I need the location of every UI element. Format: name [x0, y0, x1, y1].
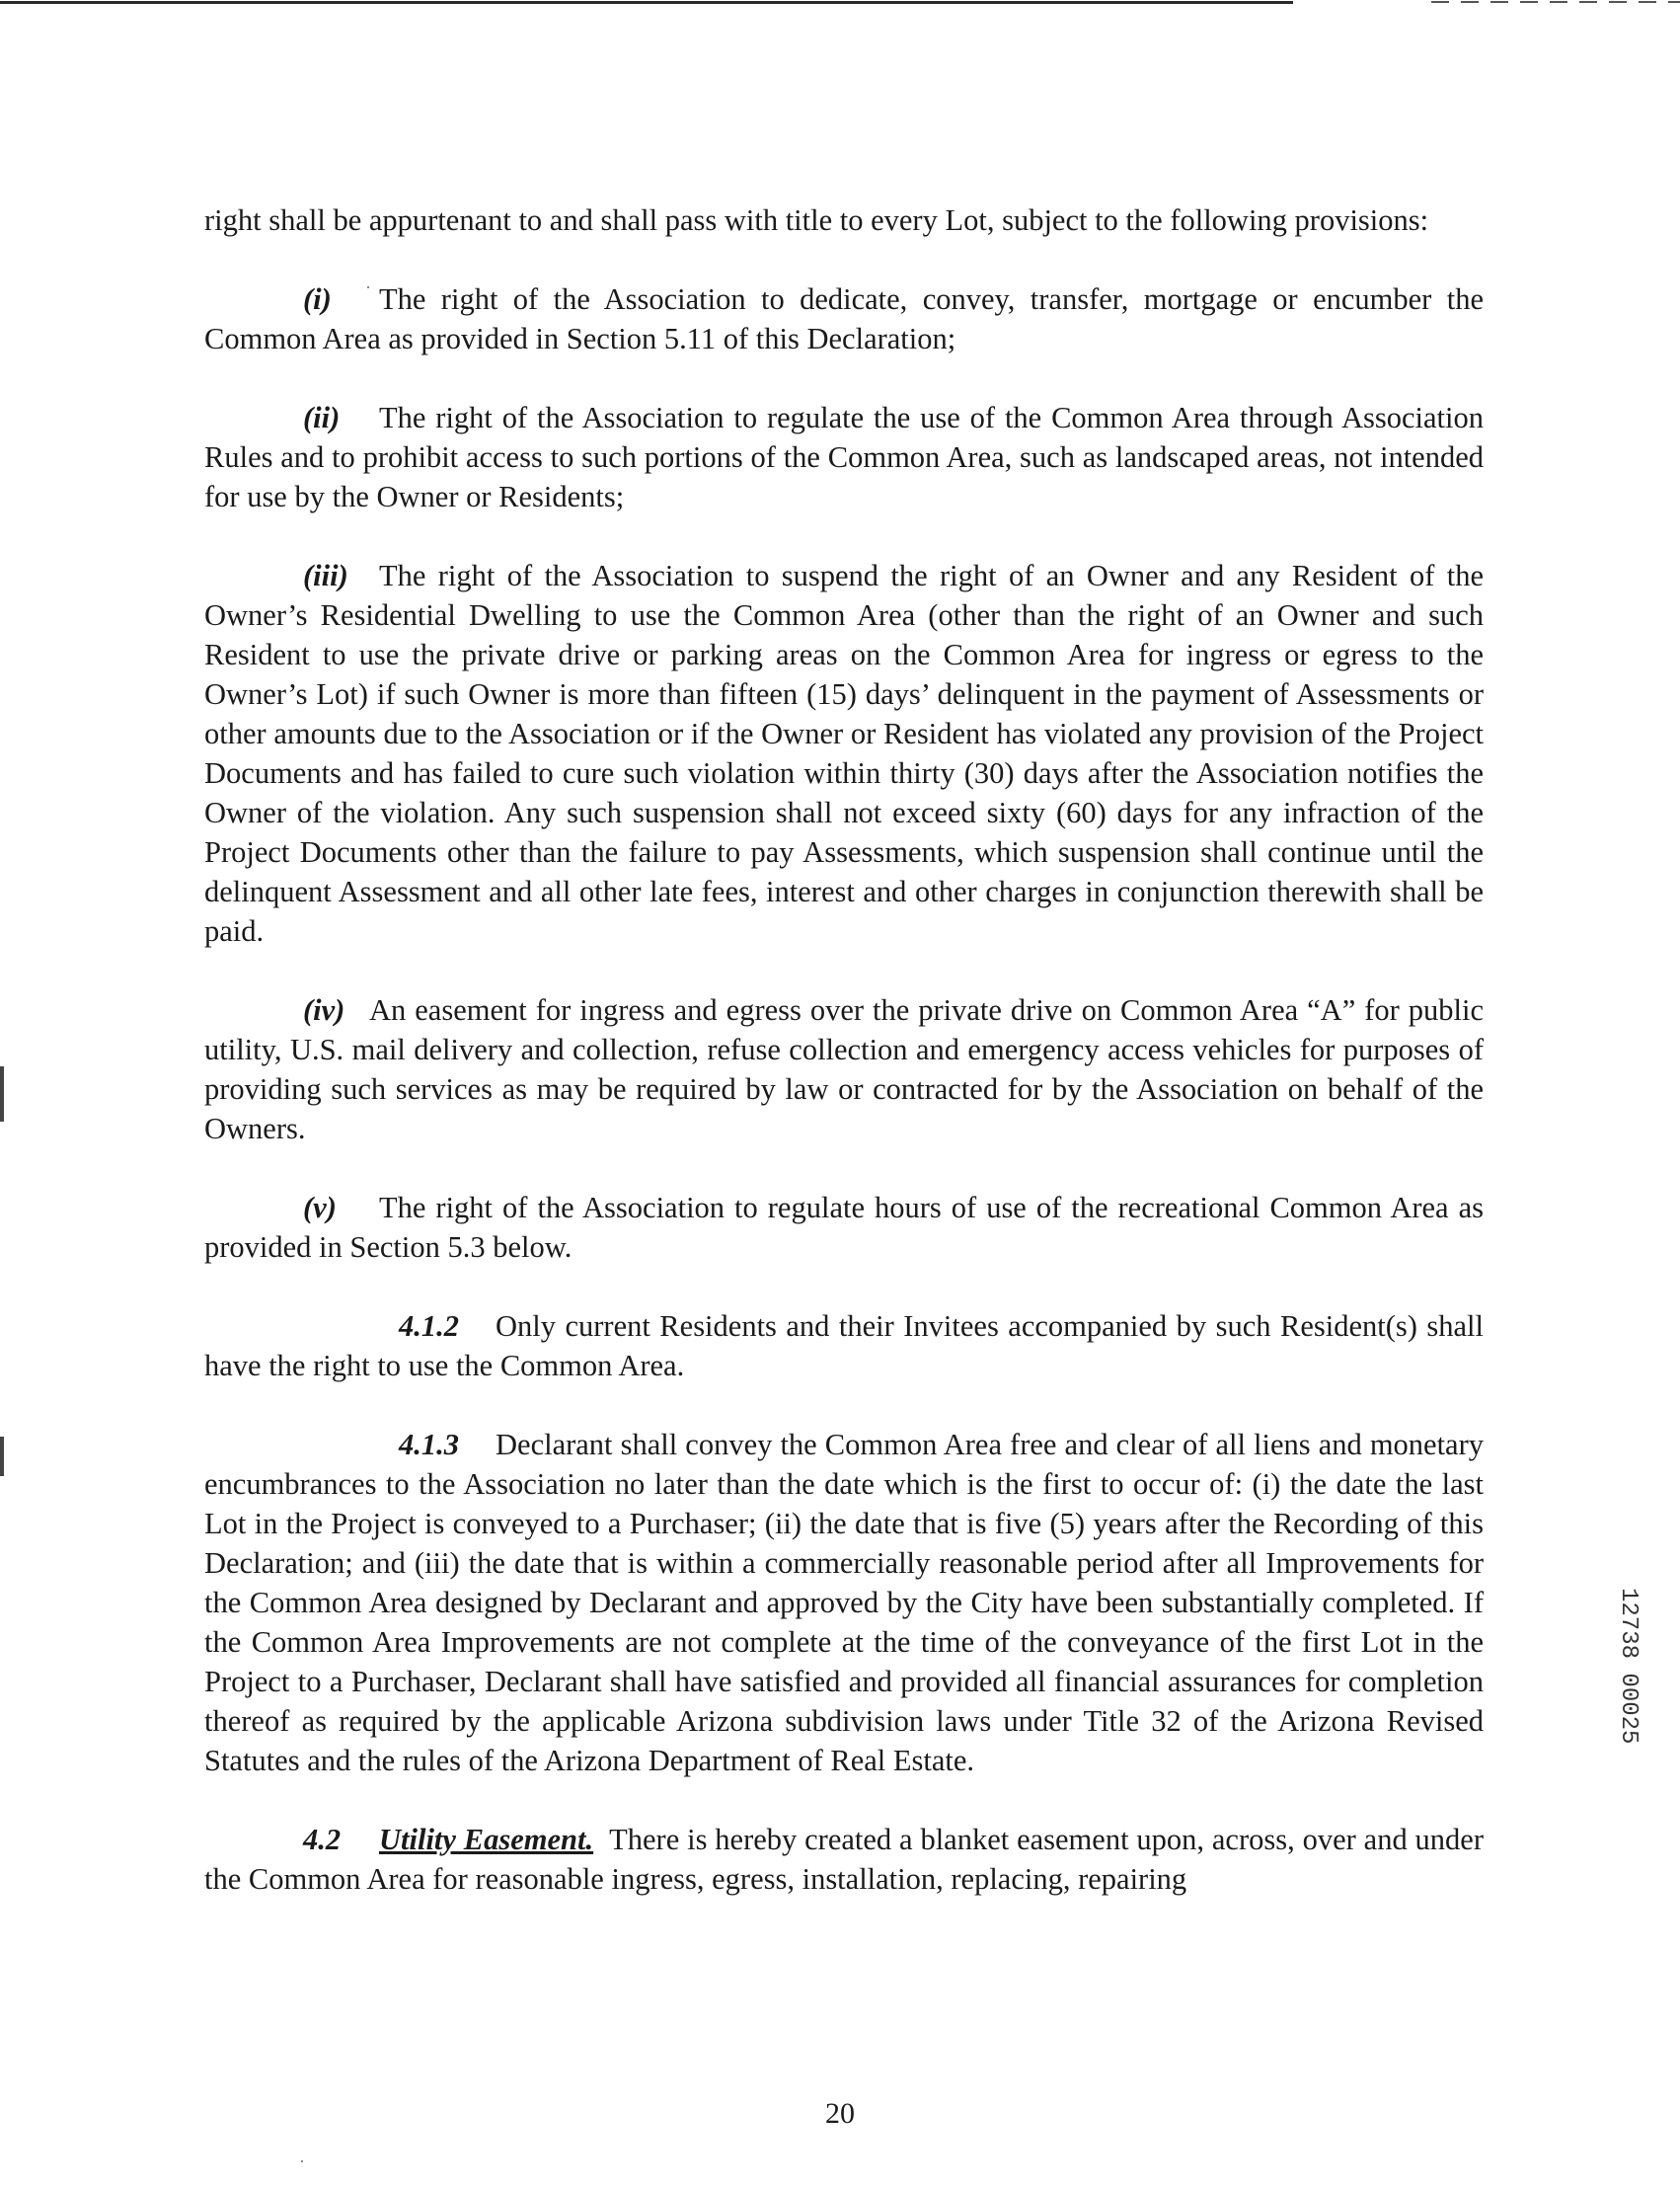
section-heading: Utility Easement.: [379, 1823, 594, 1856]
clause-text: The right of the Association to regulate the use of the Common Area through Association Rules and to prohibit access to such portions of the Common Area, such as landscaped areas, not intended for use by the Owner or Residents;: [204, 401, 1484, 513]
clause-text: The right of the Association to dedicate, convey, transfer, mortgage or encumber the Common Area as provided in Section 5.11 of this Declaration;: [204, 282, 1484, 355]
clause-ii: [204, 398, 1484, 516]
section-4-2: [204, 1820, 1484, 1899]
clause-marker: (i): [303, 282, 332, 316]
opening-paragraph: right shall be appurtenant to and shall pass with title to every Lot, subject to the following provisions:: [204, 203, 1429, 237]
clause-v: [204, 1188, 1484, 1267]
subsection-number: 4.1.3: [399, 1428, 459, 1461]
clause-text: The right of the Association to regulate hours of use of the recreational Common Area as provided in Section 5.3 below.: [204, 1191, 1484, 1264]
subsection-text: Only current Residents and their Invitees accompanied by such Resident(s) shall have the right to use the Common Area.: [204, 1309, 1484, 1382]
clause-marker: (ii): [303, 401, 341, 434]
clause-marker: (v): [303, 1191, 337, 1224]
top-scan-rule: [0, 1, 1293, 4]
page-number: 20: [825, 2097, 855, 2130]
clause-marker: (iii): [303, 559, 348, 592]
clause-iii: [204, 556, 1484, 951]
subsection-text: Declarant shall convey the Common Area free and clear of all liens and monetary encumbrances to the Association no later than the date which is the first to occur of: (i) the date the last Lot in the Project is conveyed to a Purchaser; (ii) the date that is five (5) years after the Recording of this Declaration; and (iii) the date that is within a commercially reasonable period after all Improvements for the Common Area designed by Declarant and approved by the City have been substantially completed. If the Common Area Improvements are not complete at the time of the conveyance of the first Lot in the Project to a Purchaser, Declarant shall have satisfied and provided all financial assurances for completion thereof as required by the applicable Arizona subdivision laws under Title 32 of the Arizona Revised Statutes and the rules of the Arizona Department of Real Estate.: [204, 1428, 1484, 1777]
section-text: There is hereby created a blanket easement upon, across, over and under the Common Area for reasonable ingress, egress, installation, replacing, repairing: [204, 1823, 1484, 1896]
scan-speck: [301, 2160, 303, 2162]
section-number: 4.2: [303, 1823, 342, 1856]
clause-marker: (iv): [303, 993, 345, 1027]
clause-text: The right of the Association to suspend the right of an Owner and any Resident of the Owner’s Residential Dwelling to use the Common Area (other than the right of an Owner and such Resident to use the private drive or parking areas on the Common Area for ingress or egress to the Owner’s Lot) if such Owner is more than fifteen (15) days’ delinquent in the payment of Assessments or other amounts due to the Association or if the Owner or Resident has violated any provision of the Project Documents and has failed to cure such violation within thirty (30) days after the Association notifies the Owner of the violation. Any such suspension shall not exceed sixty (60) days for any infraction of the Project Documents other than the failure to pay Assessments, which suspension shall continue until the delinquent Assessment and all other late fees, interest and other charges in conjunction therewith shall be paid.: [204, 559, 1484, 948]
clause-iv: [204, 990, 1484, 1148]
clause-i: [204, 279, 1484, 358]
subsection-4-1-3: [204, 1425, 1484, 1780]
left-scan-mark: [0, 1437, 4, 1476]
page-body: [204, 200, 1484, 1899]
top-scan-rule-tail: [1431, 1, 1680, 3]
left-scan-mark: [0, 1066, 4, 1122]
clause-text: An easement for ingress and egress over the private drive on Common Area “A” for public utility, U.S. mail delivery and collection, refuse collection and emergency access vehicles for purposes of providing such services as may be required by law or contracted for by the Association on behalf of the Owners.: [204, 993, 1484, 1145]
subsection-number: 4.1.2: [399, 1309, 459, 1343]
recorder-number: 12738 00025: [1615, 1588, 1642, 1745]
subsection-4-1-2: [204, 1306, 1484, 1385]
